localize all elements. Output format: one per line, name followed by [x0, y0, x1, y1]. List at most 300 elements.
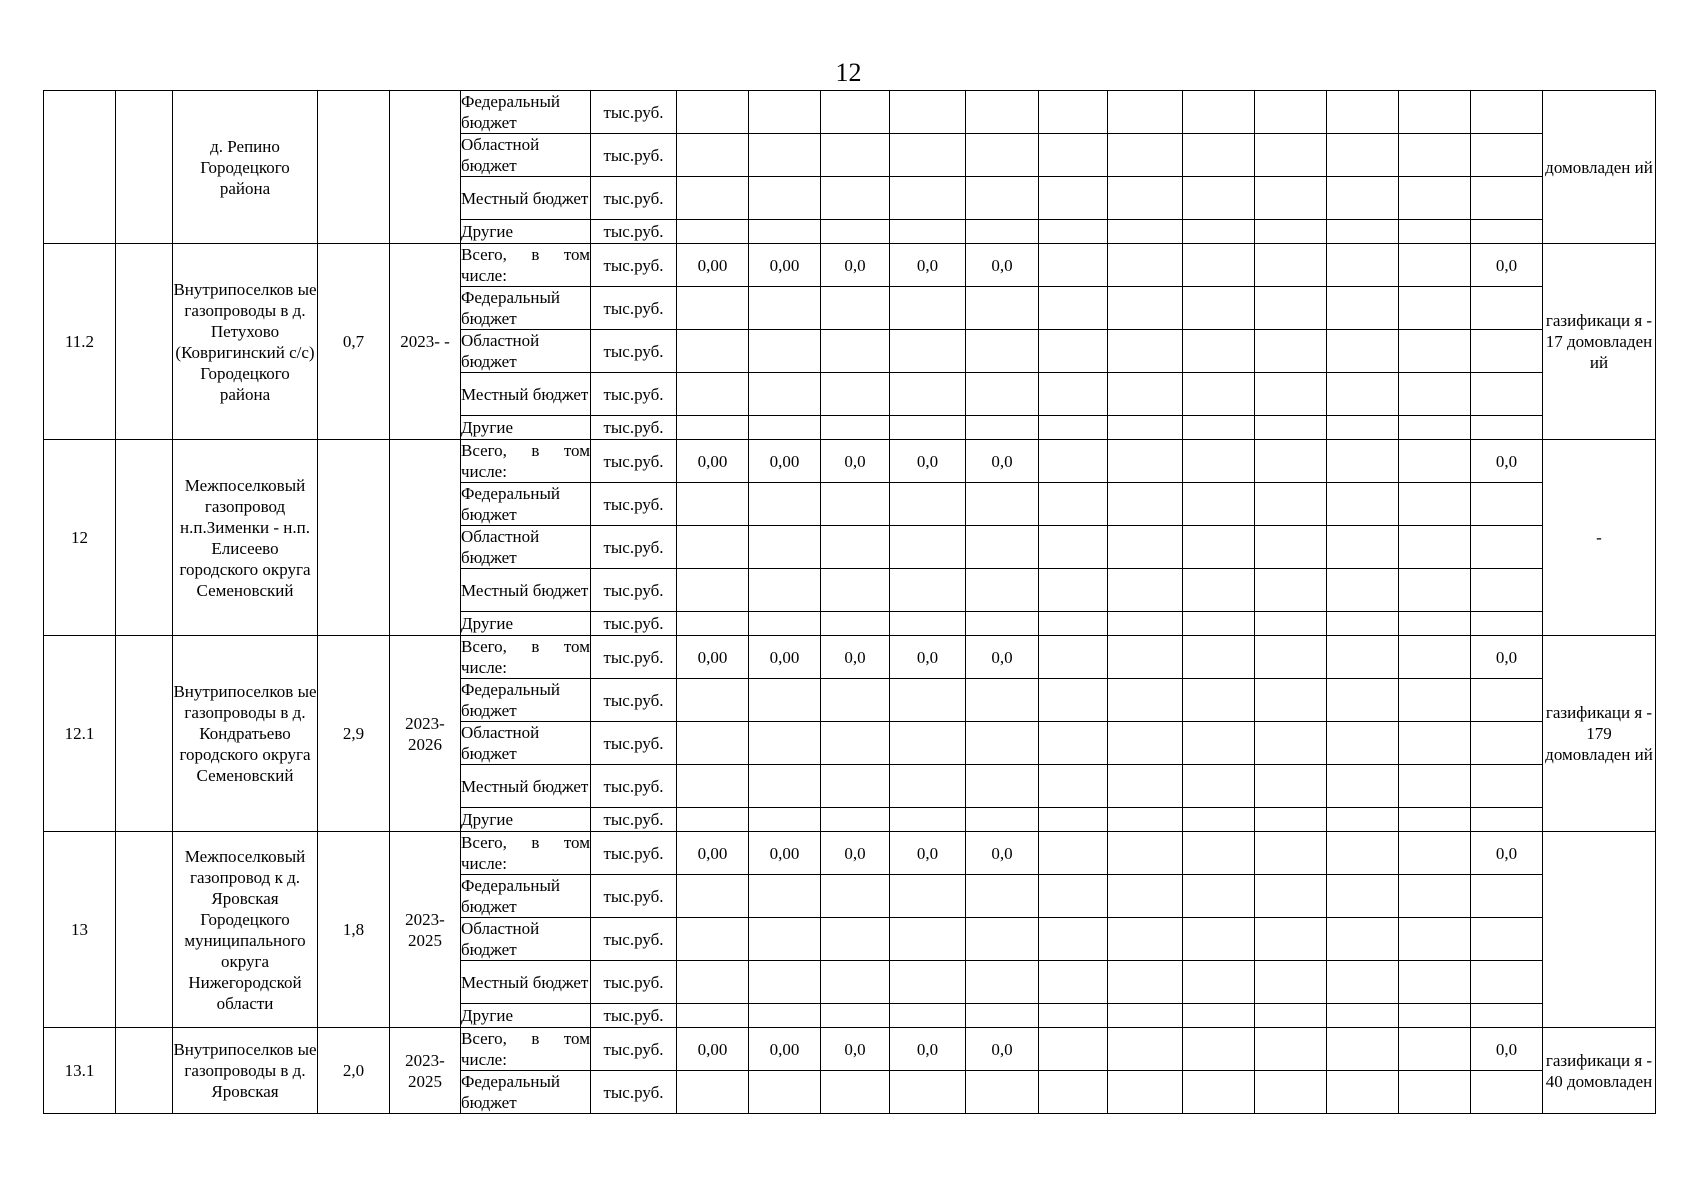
value-cell [1255, 636, 1327, 679]
implementation-years: 2023- 2025 [390, 832, 461, 1028]
pipeline-length [318, 440, 390, 636]
funding-source-label: Другие [461, 222, 513, 241]
value-cell [1255, 722, 1327, 765]
value-cell: 0,0 [821, 1028, 890, 1071]
funding-source-label: Всего, в том числе: [461, 833, 590, 873]
unit-cell: тыс.руб. [591, 612, 677, 636]
value-cell [966, 765, 1039, 808]
value-cell [1255, 483, 1327, 526]
unit-cell: тыс.руб. [591, 918, 677, 961]
value-cell [1399, 526, 1471, 569]
value-cell [966, 679, 1039, 722]
value-cell [1039, 330, 1108, 373]
value-cell [1183, 526, 1255, 569]
value-cell [1399, 636, 1471, 679]
value-cell [677, 416, 749, 440]
table-row [44, 1028, 1656, 1071]
row-number: 11.2 [44, 244, 116, 440]
value-cell [1108, 918, 1183, 961]
value-cell [890, 961, 966, 1004]
value-cell [1108, 373, 1183, 416]
value-cell [677, 220, 749, 244]
value-cell [1183, 918, 1255, 961]
value-cell [1327, 416, 1399, 440]
value-cell [677, 287, 749, 330]
value-cell [890, 91, 966, 134]
value-cell [1183, 722, 1255, 765]
value-cell [1183, 373, 1255, 416]
funding-source-federal [461, 875, 591, 918]
value-cell [1039, 526, 1108, 569]
value-cell [1399, 287, 1471, 330]
value-cell [966, 330, 1039, 373]
value-cell [890, 679, 966, 722]
value-cell [1039, 765, 1108, 808]
value-cell [1399, 373, 1471, 416]
value-cell [821, 722, 890, 765]
value-cell [1039, 722, 1108, 765]
value-cell [1108, 1028, 1183, 1071]
value-cell [749, 287, 821, 330]
unit-cell: тыс.руб. [591, 134, 677, 177]
value-cell [1327, 287, 1399, 330]
object-name: Внутрипоселков ые газопроводы в д. Кондратьево городского округа Семеновский [173, 636, 318, 832]
unit-cell: тыс.руб. [591, 569, 677, 612]
implementation-years: 2023- 2025 [390, 1028, 461, 1114]
table-row [44, 636, 1656, 679]
value-cell [966, 722, 1039, 765]
unit-cell: тыс.руб. [591, 416, 677, 440]
value-cell [1255, 612, 1327, 636]
value-cell [966, 177, 1039, 220]
value-cell [1327, 875, 1399, 918]
value-cell [890, 220, 966, 244]
unit-cell: тыс.руб. [591, 91, 677, 134]
value-cell [1255, 244, 1327, 287]
value-cell [1183, 832, 1255, 875]
value-cell [677, 483, 749, 526]
value-cell [1108, 416, 1183, 440]
value-cell [890, 569, 966, 612]
empty-cell [116, 440, 173, 636]
row-number: 12 [44, 440, 116, 636]
value-cell [677, 765, 749, 808]
value-cell [821, 220, 890, 244]
funding-source-label: Федеральный бюджет [461, 92, 560, 132]
value-cell [1183, 679, 1255, 722]
value-cell [1108, 612, 1183, 636]
object-name: Внутрипоселков ые газопроводы в д. Яровская [173, 1028, 318, 1114]
value-cell [1108, 636, 1183, 679]
value-cell [1108, 1004, 1183, 1028]
implementation-years: 2023- 2026 [390, 636, 461, 832]
value-cell [821, 134, 890, 177]
value-cell [1399, 612, 1471, 636]
value-cell [1108, 483, 1183, 526]
funding-source-regional [461, 722, 591, 765]
value-cell [677, 679, 749, 722]
unit-cell: тыс.руб. [591, 636, 677, 679]
value-cell [1108, 961, 1183, 1004]
value-cell [1399, 1004, 1471, 1028]
unit-cell: тыс.руб. [591, 765, 677, 808]
funding-source-label: Всего, в том числе: [461, 441, 590, 481]
value-cell [1471, 722, 1543, 765]
object-name: Внутрипоселков ые газопроводы в д. Петухово (Ковригинский с/с) Городецкого района [173, 244, 318, 440]
unit-cell: тыс.руб. [591, 330, 677, 373]
value-cell [677, 91, 749, 134]
value-cell [1108, 177, 1183, 220]
value-cell: 0,0 [966, 1028, 1039, 1071]
value-cell [1108, 91, 1183, 134]
value-cell [890, 875, 966, 918]
value-cell [1183, 765, 1255, 808]
value-cell [1108, 134, 1183, 177]
value-cell [1399, 679, 1471, 722]
value-cell [1108, 440, 1183, 483]
funding-source-federal [461, 287, 591, 330]
funding-source-label: Всего, в том числе: [461, 1029, 590, 1069]
value-cell [1255, 765, 1327, 808]
value-cell [821, 373, 890, 416]
empty-cell [116, 91, 173, 244]
value-cell [1039, 440, 1108, 483]
value-cell [1327, 832, 1399, 875]
value-cell [1183, 1004, 1255, 1028]
table-row [44, 244, 1656, 287]
value-cell [1327, 722, 1399, 765]
value-cell [1327, 961, 1399, 1004]
value-cell [1471, 875, 1543, 918]
value-cell [821, 1071, 890, 1114]
value-cell [1183, 330, 1255, 373]
value-cell [1471, 91, 1543, 134]
value-cell [1183, 961, 1255, 1004]
value-cell [890, 612, 966, 636]
value-cell [1327, 526, 1399, 569]
value-cell [749, 918, 821, 961]
value-cell [890, 134, 966, 177]
funding-source-label: Местный бюджет [461, 972, 589, 992]
value-cell [1327, 808, 1399, 832]
value-cell: 0,0 [821, 636, 890, 679]
value-cell [1327, 612, 1399, 636]
financing-table [43, 90, 1656, 1114]
value-cell [821, 679, 890, 722]
expected-result: - [1543, 440, 1656, 636]
value-cell: 0,00 [749, 636, 821, 679]
value-cell [1108, 875, 1183, 918]
value-cell [1327, 918, 1399, 961]
value-cell [1108, 722, 1183, 765]
value-cell [1399, 961, 1471, 1004]
value-cell [1183, 1071, 1255, 1114]
value-cell [821, 177, 890, 220]
value-cell [1039, 918, 1108, 961]
row-number [44, 91, 116, 244]
value-cell [1327, 440, 1399, 483]
value-cell [677, 177, 749, 220]
funding-source-local [461, 177, 591, 220]
value-cell [1399, 875, 1471, 918]
value-cell [1183, 440, 1255, 483]
value-cell: 0,0 [890, 1028, 966, 1071]
value-cell [749, 483, 821, 526]
funding-source-label: Другие [461, 810, 513, 829]
value-cell [966, 91, 1039, 134]
expected-result: газификаци я - 17 домовладен ий [1543, 244, 1656, 440]
value-cell [1327, 177, 1399, 220]
value-cell [821, 416, 890, 440]
value-cell [1255, 526, 1327, 569]
value-cell [677, 612, 749, 636]
value-cell [677, 134, 749, 177]
funding-source-label: Федеральный бюджет [461, 484, 560, 524]
value-cell [966, 526, 1039, 569]
value-cell [1039, 287, 1108, 330]
pipeline-length: 0,7 [318, 244, 390, 440]
unit-cell: тыс.руб. [591, 287, 677, 330]
value-cell [821, 765, 890, 808]
value-cell [966, 416, 1039, 440]
value-cell [1108, 808, 1183, 832]
value-cell [749, 808, 821, 832]
unit-cell: тыс.руб. [591, 832, 677, 875]
funding-source-label: Федеральный бюджет [461, 288, 560, 328]
expected-result [1543, 832, 1656, 1028]
value-cell [1399, 330, 1471, 373]
value-cell [677, 373, 749, 416]
funding-source-label: Федеральный бюджет [461, 876, 560, 916]
funding-source-other [461, 612, 591, 636]
value-cell [890, 722, 966, 765]
funding-source-total [461, 244, 591, 287]
value-cell [1471, 765, 1543, 808]
funding-source-other [461, 220, 591, 244]
value-cell [749, 91, 821, 134]
value-cell [890, 526, 966, 569]
value-cell [1327, 765, 1399, 808]
expected-result: домовладен ий [1543, 91, 1656, 244]
value-cell [1108, 330, 1183, 373]
value-cell [749, 961, 821, 1004]
value-cell [890, 177, 966, 220]
value-cell [1039, 1071, 1108, 1114]
value-cell [677, 569, 749, 612]
value-cell [1327, 134, 1399, 177]
value-cell [1108, 765, 1183, 808]
value-cell [966, 134, 1039, 177]
value-cell [749, 330, 821, 373]
value-cell: 0,0 [890, 832, 966, 875]
value-cell [1327, 569, 1399, 612]
value-cell [890, 808, 966, 832]
value-cell [821, 961, 890, 1004]
value-cell [1039, 832, 1108, 875]
funding-source-total [461, 440, 591, 483]
unit-cell: тыс.руб. [591, 526, 677, 569]
value-cell [1327, 220, 1399, 244]
unit-cell: тыс.руб. [591, 177, 677, 220]
value-cell [966, 483, 1039, 526]
value-cell [1108, 1071, 1183, 1114]
value-cell [1255, 440, 1327, 483]
value-cell [1399, 765, 1471, 808]
value-cell [966, 875, 1039, 918]
value-cell [1471, 679, 1543, 722]
value-cell [1183, 134, 1255, 177]
value-cell [749, 526, 821, 569]
value-cell [749, 875, 821, 918]
value-cell [749, 134, 821, 177]
value-cell: 0,0 [966, 244, 1039, 287]
value-cell [1327, 244, 1399, 287]
value-cell [677, 722, 749, 765]
value-cell [1327, 373, 1399, 416]
value-cell [1183, 1028, 1255, 1071]
funding-source-label: Другие [461, 418, 513, 437]
value-cell [1255, 330, 1327, 373]
value-cell [1471, 1071, 1543, 1114]
value-cell [749, 1071, 821, 1114]
value-cell [966, 612, 1039, 636]
funding-source-label: Федеральный бюджет [461, 680, 560, 720]
funding-source-label: Местный бюджет [461, 384, 589, 404]
row-number: 13 [44, 832, 116, 1028]
unit-cell: тыс.руб. [591, 440, 677, 483]
value-cell [1471, 373, 1543, 416]
funding-source-label: Областной бюджет [461, 135, 540, 175]
value-cell: 0,0 [821, 440, 890, 483]
page-number: 12 [835, 58, 862, 87]
value-cell [1399, 1071, 1471, 1114]
value-cell [1471, 612, 1543, 636]
value-cell: 0,00 [749, 244, 821, 287]
empty-cell [116, 244, 173, 440]
implementation-years [390, 440, 461, 636]
value-cell [1327, 679, 1399, 722]
value-cell [1327, 636, 1399, 679]
value-cell [1255, 287, 1327, 330]
value-cell [1039, 612, 1108, 636]
value-cell [821, 483, 890, 526]
value-cell [1255, 808, 1327, 832]
funding-source-regional [461, 526, 591, 569]
value-cell [966, 918, 1039, 961]
value-cell [1255, 1028, 1327, 1071]
value-cell [1255, 918, 1327, 961]
value-cell [1255, 679, 1327, 722]
value-cell [966, 287, 1039, 330]
value-cell [1471, 961, 1543, 1004]
value-cell [749, 416, 821, 440]
value-cell [749, 177, 821, 220]
value-cell [1039, 220, 1108, 244]
object-name: Межпоселковый газопровод к д. Яровская Городецкого муниципального округа Нижегородской области [173, 832, 318, 1028]
value-cell [890, 373, 966, 416]
funding-source-federal [461, 679, 591, 722]
unit-cell: тыс.руб. [591, 875, 677, 918]
value-cell [1108, 679, 1183, 722]
value-cell [1327, 1028, 1399, 1071]
value-cell: 0,0 [821, 244, 890, 287]
value-cell [1039, 416, 1108, 440]
value-cell [1039, 1028, 1108, 1071]
value-cell [749, 220, 821, 244]
value-cell [1108, 287, 1183, 330]
funding-source-local [461, 569, 591, 612]
unit-cell: тыс.руб. [591, 1028, 677, 1071]
funding-source-label: Федеральный бюджет [461, 1072, 560, 1112]
value-cell [966, 220, 1039, 244]
value-cell: 0,0 [966, 832, 1039, 875]
value-cell [1471, 416, 1543, 440]
value-cell: 0,0 [1471, 440, 1543, 483]
value-cell [1399, 569, 1471, 612]
value-cell [966, 1004, 1039, 1028]
funding-source-label: Областной бюджет [461, 723, 540, 763]
value-cell [677, 918, 749, 961]
value-cell [1039, 875, 1108, 918]
value-cell [1039, 373, 1108, 416]
value-cell [1183, 91, 1255, 134]
funding-source-other [461, 1004, 591, 1028]
funding-source-regional [461, 918, 591, 961]
value-cell [1471, 569, 1543, 612]
value-cell [1039, 961, 1108, 1004]
pipeline-length: 1,8 [318, 832, 390, 1028]
value-cell [1039, 91, 1108, 134]
funding-source-regional [461, 134, 591, 177]
value-cell [1399, 244, 1471, 287]
value-cell: 0,0 [1471, 1028, 1543, 1071]
value-cell [821, 1004, 890, 1028]
value-cell [821, 330, 890, 373]
value-cell: 0,00 [677, 1028, 749, 1071]
value-cell [1039, 636, 1108, 679]
funding-source-other [461, 416, 591, 440]
funding-source-label: Областной бюджет [461, 527, 540, 567]
value-cell [821, 526, 890, 569]
unit-cell: тыс.руб. [591, 722, 677, 765]
unit-cell: тыс.руб. [591, 373, 677, 416]
value-cell [1399, 483, 1471, 526]
value-cell [1471, 1004, 1543, 1028]
value-cell [1471, 330, 1543, 373]
table-row [44, 91, 1656, 134]
value-cell [890, 483, 966, 526]
value-cell [1399, 832, 1471, 875]
value-cell: 0,00 [677, 440, 749, 483]
value-cell [749, 373, 821, 416]
object-name: д. Репино Городецкого района [173, 91, 318, 244]
funding-source-label: Местный бюджет [461, 580, 589, 600]
value-cell [1255, 91, 1327, 134]
funding-source-local [461, 373, 591, 416]
empty-cell [116, 832, 173, 1028]
value-cell [677, 961, 749, 1004]
value-cell [1399, 918, 1471, 961]
value-cell [890, 330, 966, 373]
value-cell [1108, 244, 1183, 287]
funding-source-label: Местный бюджет [461, 776, 589, 796]
value-cell [749, 679, 821, 722]
value-cell [1108, 569, 1183, 612]
empty-cell [116, 636, 173, 832]
value-cell [1255, 134, 1327, 177]
value-cell [1471, 808, 1543, 832]
value-cell [821, 612, 890, 636]
